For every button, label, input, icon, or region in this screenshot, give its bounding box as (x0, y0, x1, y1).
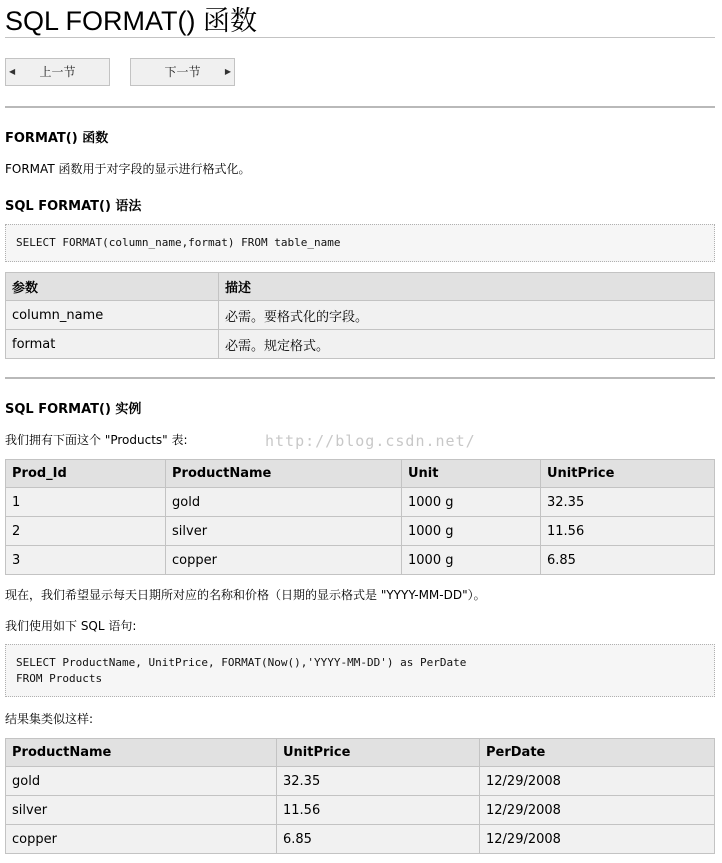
table-cell: silver (166, 517, 402, 546)
prev-section-button[interactable] (5, 58, 110, 86)
query-code-block (5, 644, 715, 697)
next-section-label: 下一节 (164, 65, 201, 79)
table-header-row (6, 273, 715, 301)
syntax-heading: SQL FORMAT() 语法 (5, 199, 142, 214)
query-line: SELECT ProductName, UnitPrice, FORMAT(Now(),'YYYY-MM-DD') as PerDate (16, 656, 467, 669)
table-row (6, 488, 715, 517)
table-cell: 必需。规定格式。 (219, 330, 715, 359)
table-cell: gold (6, 767, 277, 796)
section-divider (5, 106, 715, 108)
table-cell: copper (166, 546, 402, 575)
result-table (5, 738, 715, 854)
table-row (6, 546, 715, 575)
table-row (6, 517, 715, 546)
table-header-cell: 参数 (6, 273, 219, 301)
table-header-cell: 描述 (219, 273, 715, 301)
table-cell: 32.35 (277, 767, 480, 796)
result-label: 结果集类似这样: (5, 712, 94, 726)
table-cell: 11.56 (277, 796, 480, 825)
products-table (5, 459, 715, 575)
format-function-description: FORMAT 函数用于对字段的显示进行格式化。 (5, 162, 251, 176)
prev-section-label: 上一节 (39, 65, 76, 79)
table-cell: gold (166, 488, 402, 517)
table-header-cell: Prod_Id (6, 460, 166, 488)
table-row (6, 767, 715, 796)
table-cell: 12/29/2008 (480, 796, 715, 825)
table-cell: 2 (6, 517, 166, 546)
csdn-watermark: http://blog.csdn.net/ (265, 432, 476, 450)
table-cell: 12/29/2008 (480, 767, 715, 796)
table-cell: 1 (6, 488, 166, 517)
table-cell: column_name (6, 301, 219, 330)
table-header-cell: PerDate (480, 739, 715, 767)
table-header-row (6, 460, 715, 488)
table-header-row (6, 739, 715, 767)
products-intro: 我们拥有下面这个 "Products" 表: (5, 433, 188, 447)
table-cell: 6.85 (277, 825, 480, 854)
table-cell: 32.35 (541, 488, 715, 517)
table-cell: 3 (6, 546, 166, 575)
table-header-cell: Unit (402, 460, 541, 488)
format-function-heading: FORMAT() 函数 (5, 131, 109, 146)
params-table (5, 272, 715, 359)
table-cell: 1000 g (402, 488, 541, 517)
table-cell: 11.56 (541, 517, 715, 546)
use-sql-label: 我们使用如下 SQL 语句: (5, 619, 137, 633)
title-divider (5, 37, 715, 38)
syntax-code-block (5, 224, 715, 262)
table-header-cell: UnitPrice (277, 739, 480, 767)
table-cell: copper (6, 825, 277, 854)
table-cell: 1000 g (402, 546, 541, 575)
table-cell: 6.85 (541, 546, 715, 575)
table-row (6, 796, 715, 825)
table-header-cell: ProductName (166, 460, 402, 488)
arrow-left-icon: ◀ (9, 67, 16, 76)
table-header-cell: ProductName (6, 739, 277, 767)
table-cell: format (6, 330, 219, 359)
next-section-button[interactable] (130, 58, 235, 86)
example-heading: SQL FORMAT() 实例 (5, 402, 142, 417)
table-row (6, 301, 715, 330)
table-cell: 必需。要格式化的字段。 (219, 301, 715, 330)
query-line: FROM Products (16, 672, 103, 685)
table-cell: 12/29/2008 (480, 825, 715, 854)
date-format-description: 现在，我们希望显示每天日期所对应的名称和价格（日期的显示格式是 "YYYY-MM-DD"）。 (5, 588, 486, 602)
table-cell: 1000 g (402, 517, 541, 546)
section-divider (5, 377, 715, 379)
table-cell: silver (6, 796, 277, 825)
syntax-code: SELECT FORMAT(column_name,format) FROM table_name (16, 236, 341, 249)
table-row (6, 330, 715, 359)
table-row (6, 825, 715, 854)
table-header-cell: UnitPrice (541, 460, 715, 488)
page-title: SQL FORMAT() 函数 (5, 6, 257, 36)
arrow-right-icon: ▶ (224, 67, 231, 76)
